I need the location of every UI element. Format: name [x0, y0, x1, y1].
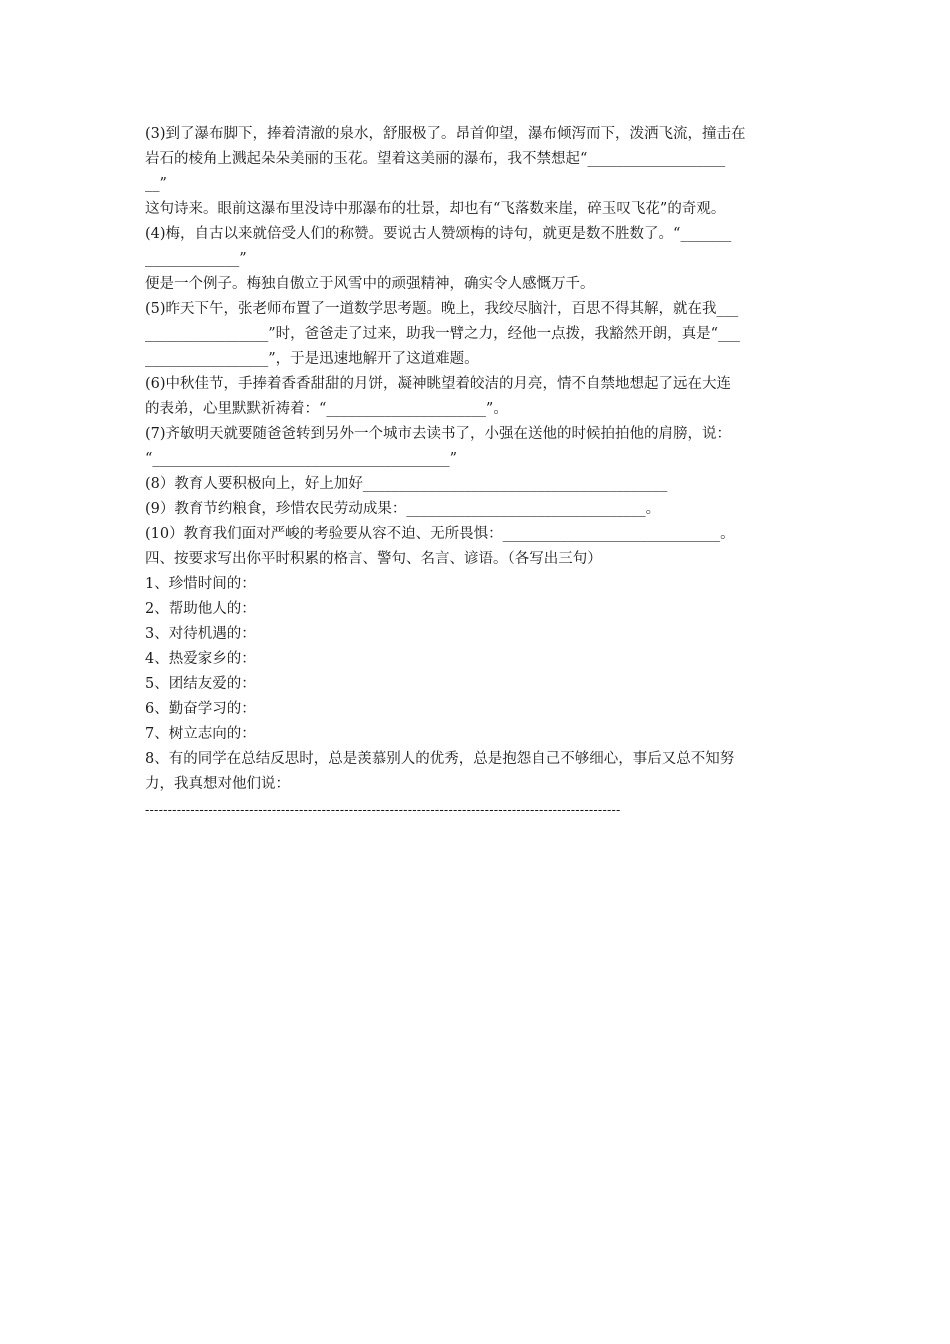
text-line: (7)齐敏明天就要随爸爸转到另外一个城市去读书了，小强在送他的时候拍拍他的肩膀，说： [145, 426, 732, 442]
list-item: 4、热爱家乡的： [145, 651, 256, 667]
text-line: 的表弟，心里默默祈祷着：“______________________”。 [145, 401, 508, 417]
dashed-separator: --------------------------------------------------------------------------------------------------------- [145, 802, 621, 817]
list-item: 8、有的同学在总结反思时，总是羡慕别人的优秀，总是抱怨自己不够细心，事后又总不知努 [145, 751, 735, 767]
text-line: (5)昨天下午，张老师布置了一道数学思考题。晚上，我绞尽脑汁，百思不得其解，就在我___ [145, 301, 739, 317]
text-line: _________________”，于是迅速地解开了这道难题。 [145, 351, 479, 367]
text-line: 岩石的棱角上溅起朵朵美丽的玉花。望着这美丽的瀑布，我不禁想起“___________________ [145, 151, 726, 167]
text-line: _________________”时，爸爸走了过来，助我一臂之力，经他一点拨，我豁然开朗，真是“___ [145, 326, 740, 342]
list-item: 1、珍惜时间的： [145, 576, 256, 592]
list-item: 2、帮助他人的： [145, 601, 256, 617]
text-line: 便是一个例子。梅独自傲立于风雪中的顽强精神，确实令人感慨万千。 [145, 276, 595, 292]
text-line: __” [145, 176, 167, 192]
text-line: (4)梅，自古以来就倍受人们的称赞。要说古人赞颂梅的诗句，就更是数不胜数了。“_______ [145, 226, 732, 242]
text-line: (6)中秋佳节，手捧着香香甜甜的月饼，凝神眺望着皎洁的月亮，情不自禁地想起了远在大连 [145, 376, 732, 392]
text-line: (10）教育我们面对严峻的考验要从容不迫、无所畏惧：______________________________。 [145, 526, 735, 542]
text-line: (3)到了瀑布脚下，捧着清澈的泉水，舒服极了。昂首仰望，瀑布倾泻而下，泼洒飞流，撞击在 [145, 126, 746, 142]
list-item: 力，我真想对他们说： [145, 776, 290, 792]
text-line: 这句诗来。眼前这瀑布里没诗中那瀑布的壮景，却也有“飞落数来崖，碎玉叹飞花”的奇观。 [145, 201, 726, 217]
text-line: “_________________________________________” [145, 451, 458, 467]
text-line: _____________” [145, 251, 247, 267]
list-item: 7、树立志向的： [145, 726, 256, 742]
document-page [145, 122, 810, 822]
list-item: 6、勤奋学习的： [145, 701, 256, 717]
text-line: (8）教育人要积极向上，好上加好__________________________________________ [145, 476, 668, 492]
list-item: 5、团结友爱的： [145, 676, 256, 692]
text-line: (9）教育节约粮食，珍惜农民劳动成果：_________________________________。 [145, 501, 661, 517]
list-item: 3、对待机遇的： [145, 626, 256, 642]
section-heading: 四、按要求写出你平时积累的格言、警句、名言、谚语。（各写出三句） [145, 551, 602, 567]
